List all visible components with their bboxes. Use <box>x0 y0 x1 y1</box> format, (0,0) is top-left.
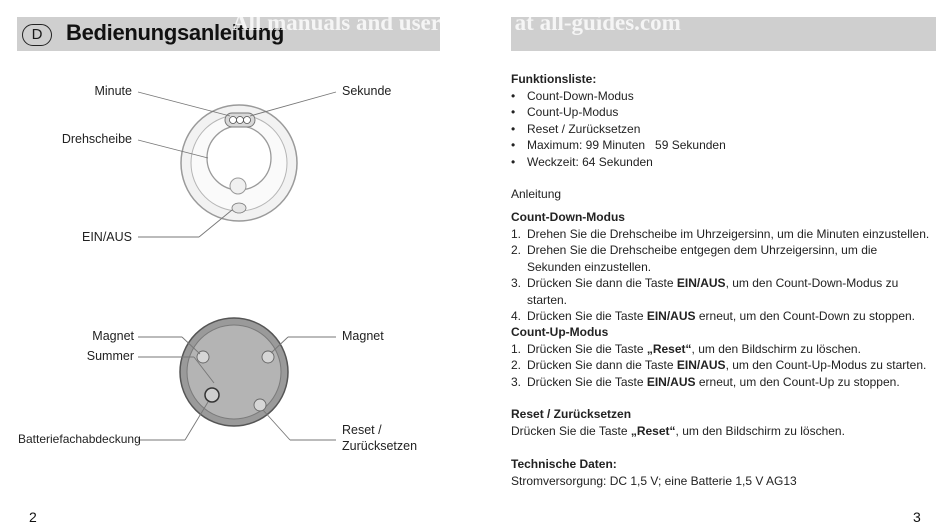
step-number: 3. <box>511 374 522 389</box>
label-reset: Reset / <box>342 423 382 437</box>
technische-daten-heading: Technische Daten: <box>511 457 617 471</box>
step-key: „Reset“ <box>646 341 692 356</box>
step-text: erneut, um den Count-Up zu stoppen. <box>695 374 900 389</box>
count-down-heading: Count-Down-Modus <box>511 210 625 224</box>
step-key: EIN/AUS <box>646 374 696 389</box>
step-text: Drücken Sie dann die Taste <box>527 358 677 372</box>
list-item: • Reset / Zurücksetzen <box>511 121 931 138</box>
step-text: Drücken Sie die Taste <box>527 309 647 323</box>
step-text: Drücken Sie die Taste <box>527 374 647 389</box>
list-item <box>511 308 931 325</box>
reset-section <box>511 406 931 439</box>
device-front-illustration <box>138 92 336 237</box>
count-up-heading: Count-Up-Modus <box>511 325 609 339</box>
step-text: Drücken Sie dann die Taste <box>527 276 677 290</box>
reset-text-pre: Drücken Sie die Taste <box>511 423 631 438</box>
technische-daten-text: Stromversorgung: DC 1,5 V; eine Batterie 1,5 V AG13 <box>511 473 797 488</box>
page-number-left: 2 <box>29 509 37 525</box>
step-text: Drehen Sie die Drehscheibe entgegen dem Uhrzeigersinn, um die Sekunden einzustellen. <box>527 243 878 274</box>
anleitung-heading: Anleitung <box>511 187 562 201</box>
label-summer: Summer <box>86 349 134 363</box>
step-key: EIN/AUS <box>676 358 726 372</box>
label-batteriefachabdeckung: Batteriefachabdeckung <box>18 432 141 446</box>
device-rear-illustration <box>138 318 336 440</box>
step-text: erneut, um den Count-Down zu stoppen. <box>695 309 915 323</box>
page-title: Bedienungsanleitung <box>66 20 284 45</box>
reset-text <box>511 423 931 440</box>
funktionsliste-list <box>511 88 931 171</box>
list-item <box>511 242 931 275</box>
list-item <box>511 357 931 374</box>
list-item <box>511 374 931 391</box>
technische-daten-section <box>511 456 931 489</box>
count-down-section <box>511 209 931 325</box>
label-ein-aus: EIN/AUS <box>81 230 132 244</box>
step-text: , um den Count-Up-Modus zu starten. <box>725 358 927 372</box>
list-item <box>511 275 931 308</box>
count-up-steps <box>511 341 931 391</box>
step-number: 2. <box>511 358 522 372</box>
step-number: 4. <box>511 309 522 323</box>
step-text: Drücken Sie die Taste <box>527 341 647 356</box>
reset-key: „Reset“ <box>630 423 676 438</box>
label-sekunde: Sekunde <box>342 84 392 98</box>
list-item: • Weckzeit: 64 Sekunden <box>511 154 931 171</box>
language-badge: D <box>22 24 52 46</box>
label-zuruecksetzen: Zurücksetzen <box>342 439 418 453</box>
label-magnet-left: Magnet <box>92 329 134 343</box>
count-down-steps <box>511 226 931 325</box>
list-item: • Maximum: 99 Minuten 59 Sekunden <box>511 137 931 154</box>
step-number: 2. <box>511 243 522 257</box>
step-key: EIN/AUS <box>676 276 726 290</box>
reset-text-post: , um den Bildschirm zu löschen. <box>675 423 845 438</box>
label-drehscheibe: Drehscheibe <box>61 132 132 146</box>
list-item: • Count-Up-Modus <box>511 104 931 121</box>
step-text: Drehen Sie die Drehscheibe im Uhrzeigersinn, um die Minuten einzustellen. <box>527 226 930 241</box>
watermark: All manuals and user guides at all-guides.com <box>232 10 681 35</box>
count-up-section <box>511 324 931 390</box>
list-item <box>511 226 931 243</box>
list-item: • Count-Down-Modus <box>511 88 931 105</box>
step-text: , um den Count-Down-Modus zu starten. <box>527 276 899 307</box>
step-number: 3. <box>511 276 522 290</box>
list-item <box>511 341 931 358</box>
label-magnet-right: Magnet <box>342 329 384 343</box>
step-text: , um den Bildschirm zu löschen. <box>691 341 861 356</box>
funktionsliste-section <box>511 71 931 170</box>
step-number: 1. <box>511 226 522 241</box>
reset-heading: Reset / Zurücksetzen <box>511 407 632 421</box>
label-minute: Minute <box>94 84 132 98</box>
step-number: 1. <box>511 341 522 356</box>
funktionsliste-heading: Funktionsliste: <box>511 72 597 86</box>
page-number-right: 3 <box>913 509 921 525</box>
step-key: EIN/AUS <box>646 309 696 323</box>
